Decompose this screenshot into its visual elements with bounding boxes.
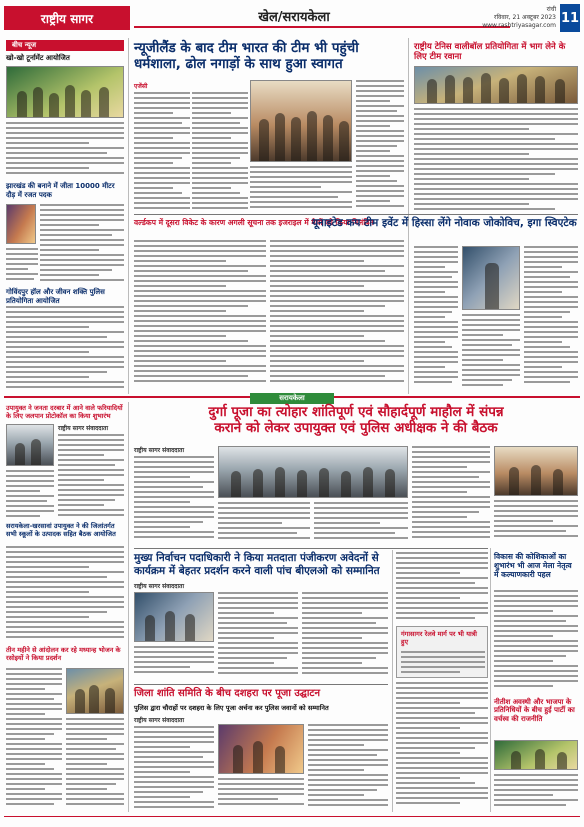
story-separator xyxy=(134,548,488,549)
dateline-city: रांची xyxy=(546,6,556,13)
lower-third-body xyxy=(218,778,304,812)
column-divider xyxy=(408,38,409,394)
second-headline: यूनाइटेड कप टीम इवेंट में हिस्सा लेंगे नोवाक जोकोविच, इगा स्विएटेक xyxy=(312,217,577,229)
blo-photo xyxy=(134,592,214,642)
right-story-body xyxy=(414,108,578,214)
tennis-team-photo xyxy=(414,66,578,104)
lower-main-body xyxy=(494,500,578,544)
brand-logo: राष्ट्रीय सागर xyxy=(4,6,130,30)
byline: राष्ट्रीय सागर संवाददाता xyxy=(134,583,185,590)
main-story-body xyxy=(192,92,248,214)
main-story-body xyxy=(356,80,404,214)
story-separator xyxy=(134,214,578,215)
lower-main-body xyxy=(134,456,214,544)
lower-right-photo xyxy=(494,740,578,770)
dateline-web: www.rashtriyasagar.com xyxy=(482,22,556,29)
brief-title: झारखंड की बनाने में जीता 10000 मीटर दौड़ में रजत पदक xyxy=(6,182,115,199)
column-divider xyxy=(392,550,393,812)
page-footer xyxy=(4,816,580,824)
athlete-photo xyxy=(6,204,36,244)
box-body xyxy=(401,651,485,675)
lower-second-body xyxy=(302,592,388,680)
second-story-body xyxy=(414,246,458,390)
team-arrival-photo xyxy=(250,80,352,162)
lower-second-headline-line1: मुख्य निर्वाचन पदाधिकारी ने किया मतदाता पंजीकरण अवेदनों से xyxy=(134,552,379,564)
brief-body xyxy=(6,306,124,392)
side-story-body xyxy=(396,552,488,622)
main-headline-line1: न्यूजीलैंड के बाद टीम भारत की टीम भी पहुंची xyxy=(134,40,359,56)
lower-left-body xyxy=(6,546,124,642)
lower-third-headline: जिला शांति समिति के बीच दशहरा पर पूजा उद्घाटन xyxy=(134,688,321,699)
section-label: सरायकेला xyxy=(250,393,334,404)
lower-main-body xyxy=(412,446,490,544)
second-story-body xyxy=(524,246,578,390)
officials-photo xyxy=(494,446,578,496)
masthead xyxy=(4,4,580,34)
lower-main-body xyxy=(314,502,408,544)
page-number: 11 xyxy=(560,4,580,32)
section-title: खेल/सरायकेला xyxy=(258,10,330,25)
lower-main-headline-line1: दुर्गा पूजा का त्योहार शांतिपूर्ण एवं सौहार्दपूर्ण माहौल में संपन्न xyxy=(208,404,504,420)
main-story-body xyxy=(134,92,190,214)
lower-third-body xyxy=(308,724,388,812)
lower-left-title: तीन महीने से आंदोलन कर रहे मध्यान्ह भोजन के रसोइयों ने किया प्रदर्शन xyxy=(6,646,121,663)
lower-left-body xyxy=(58,434,124,518)
main-story-body xyxy=(250,166,352,214)
column-divider xyxy=(490,548,491,812)
dateline-date: रविवार, 21 अक्टूबर 2023 xyxy=(494,14,556,21)
main-headline xyxy=(134,40,404,72)
brief-title: गोविंदपुर हॉल और जीवन शक्ति पुलिस प्रतियोगिता आयोजित xyxy=(6,288,105,305)
lower-second-body xyxy=(218,592,298,680)
meeting-photo xyxy=(218,446,408,498)
lower-left-body xyxy=(66,718,124,812)
lower-third-body xyxy=(134,726,214,812)
byline: राष्ट्रीय सागर संवाददाता xyxy=(58,425,109,432)
brief-body xyxy=(6,122,124,178)
column-tag-briefs: बीच न्यूज xyxy=(6,40,124,51)
story-separator xyxy=(134,684,388,685)
second-story-body xyxy=(462,314,520,390)
player-photo xyxy=(462,246,520,310)
brief-title: खो-खो टूर्नामेंट आयोजित xyxy=(6,54,70,62)
lower-third-subhead: पुलिस द्वारा चौराहों पर दशहरा के लिए पूजा अर्चना कर पुलिस जवानों को सम्मानित xyxy=(134,704,329,712)
lower-main-body xyxy=(218,502,310,544)
main-headline-line2: धर्मशाला, ढोल नगाड़ों के साथ हुआ स्वागत xyxy=(134,56,343,73)
byline: राष्ट्रीय सागर संवाददाता xyxy=(134,447,185,454)
lower-right-bottom-headline: नीतीश अवस्थी और भाजपा के प्रतिनिधियों के बीच हुई पार्टी का वर्चस्व की राजनीति xyxy=(494,698,575,723)
office-photo xyxy=(6,424,54,466)
lower-right-headline: विकास की कोशिकाओं का शुभारंभ भी आज मेला नेतृत्व में कल्याणकारी पहल xyxy=(494,552,572,579)
lower-right-body xyxy=(494,774,578,812)
lower-main-headline-line2: कराने को लेकर उपायुक्त एवं पुलिस अधीक्षक ने की बैठक xyxy=(214,420,498,437)
column-divider xyxy=(128,402,129,812)
lower-second-body xyxy=(134,646,214,680)
protest-photo xyxy=(66,668,124,714)
boxed-item xyxy=(396,626,488,678)
column-divider xyxy=(128,38,129,394)
dateline xyxy=(482,6,556,30)
sub-story-body xyxy=(270,240,404,390)
box-title: गंगासागर रेलवे मार्ग पर भी यात्री हुए xyxy=(401,630,477,647)
masthead-rule xyxy=(134,26,510,28)
lower-left-title: सरायकेला-खरसावां उपायुक्त ने की जिलांतर्गत सभी स्कूलों के उत्पादक सहित बैठक आयोजित xyxy=(6,522,116,539)
puja-photo xyxy=(218,724,304,774)
lower-left-body xyxy=(6,668,62,812)
lower-second-headline-line2: कार्यक्रम में बेहतर प्रदर्शन करने वाली पांच बीएलओ को सम्मानित xyxy=(134,564,380,577)
brief-body xyxy=(6,248,38,284)
main-subhead: वर्ल्डकप में दूसरा विकेट के कारण अगली सूचना तक इजराइल में मैचों को किया निलंबित xyxy=(134,218,374,227)
lower-right-body xyxy=(494,590,578,694)
brief-photo xyxy=(6,66,124,118)
lower-left-title: उपायुक्त ने जनता दरबार में आने वाले फरियादियों के लिए जलपान प्रोटोकॉल का किया शुभारंभ xyxy=(6,404,123,421)
byline: राष्ट्रीय सागर संवाददाता xyxy=(134,717,185,724)
lower-left-body xyxy=(6,470,54,518)
sub-story-body xyxy=(134,240,266,390)
side-story-body xyxy=(396,682,488,812)
photo-credit: एजेंसी xyxy=(134,83,148,90)
lower-main-headline xyxy=(134,404,578,436)
brief-body xyxy=(40,204,124,284)
right-headline: राष्ट्रीय टेनिस वालीबॉल प्रतियोगिता में भाग लेने के लिए टीम रवाना xyxy=(414,42,566,63)
